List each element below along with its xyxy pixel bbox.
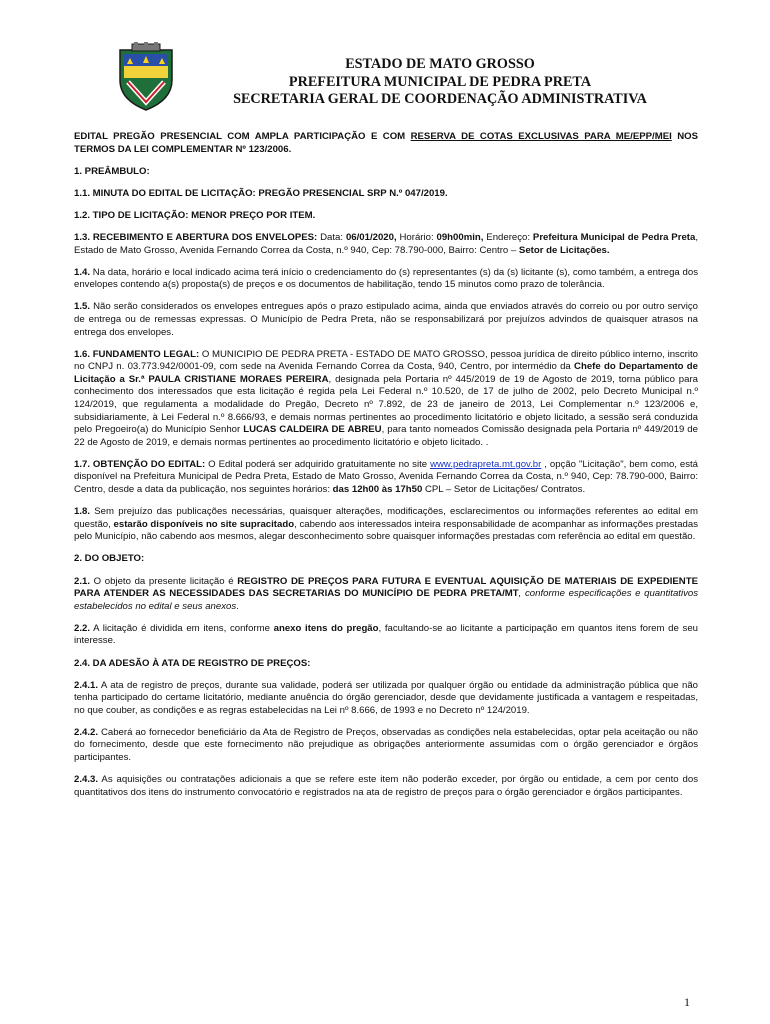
clause-1-2: 1.2. TIPO DE LICITAÇÃO: MENOR PREÇO POR ITEM. xyxy=(74,209,316,221)
clause-2-4-1: 2.4.1. A ata de registro de preços, durante sua validade, poderá ser utilizada por qualquer órgão ou entidade da administração pública que não tenha participado do certame licitatório, mediante anuência do órgão gerenciador, desde que devidamente justificada a vantagem e respeitadas, no que couber, as condições e as regras estabelecidas na Lei nº 8.666, de 1993 e no Decreto nº 124/2019. xyxy=(74,679,698,716)
edital-title: EDITAL PREGÃO PRESENCIAL COM AMPLA PARTICIPAÇÃO E COM RESERVA DE COTAS EXCLUSIVAS PARA ME/EPP/MEI NOS TERMOS DA LEI COMPLEMENTAR Nº 123/2006. xyxy=(74,131,698,155)
clause-1-6: 1.6. FUNDAMENTO LEGAL: O MUNICIPIO DE PEDRA PRETA - ESTADO DE MATO GROSSO, pessoa jurídica de direito público interno, inscrito no CNPJ n. 03.773.942/0001-09, com sede na Avenida Fernando Correa da Costa, 940, Centro, por intermédio da Chefe do Departamento de Licitação a Sr.ª PAULA CRISTIANE MORAES PEREIRA, designada pela Portaria nº 445/2019 de 19 de Agosto de 2019, torna público para conhecimento dos interessados que esta licitação é regida pela Lei Federal n.º 10.520, de 17 de julho de 2002, pelo Decreto Municipal n.º 124/2019, que regulamenta a modalidade do Pregão, Decreto nº 7.892, de 23 de janeiro de 2013, Lei Complementar n.º 123/2006 e, subsidiariamente, à Lei Federal n.º 8.666/93, e demais normas pertinentes ao procedimento licitatório e objeto licitado, a sessão será conduzida pelo Pregoeiro(a) do Município Senhor LUCAS CALDEIRA DE ABREU, para tanto nomeados Comissão designada pela Portaria nº 449/2019 de 22 de Agosto de 2019, e demais normas pertinentes ao procedimento licitatório e objeto licitado. . xyxy=(74,348,698,448)
edital-title-underlined: RESERVA DE COTAS EXCLUSIVAS PARA ME/EPP/MEI xyxy=(410,131,672,142)
document-body xyxy=(74,131,698,809)
clause-1-3: 1.3. RECEBIMENTO E ABERTURA DOS ENVELOPES: Data: 06/01/2020, Horário: 09h00min, Endereço: Prefeitura Municipal de Pedra Preta, Estado de Mato Grosso, Avenida Fernando Correa da Costa, n.º 940, Cep: 78.790-000, Bairro: Centro – Setor de Licitações. xyxy=(74,231,698,256)
clause-2-1: 2.1. O objeto da presente licitação é REGISTRO DE PREÇOS PARA FUTURA E EVENTUAL AQUISIÇÃO DE MATERIAIS DE EXPEDIENTE PARA ATENDER AS NECESSIDADES DAS SECRETARIAS DO MUNICÍPIO DE PEDRA PRETA/MT, conforme especificações e quantitativos estabelecidos no edital e seus anexos. xyxy=(74,575,699,612)
clause-1-4: 1.4. Na data, horário e local indicado acima terá início o credenciamento do (s) representantes (s) da (s) licitante (s), como também, a entrega dos envelopes contendo a(s) proposta(s) de preços e os documentos de habilitação, tendo 15 minutos como prazo de tolerância. xyxy=(74,266,698,291)
clause-2-2: 2.2. A licitação é dividida em itens, conforme anexo itens do pregão, facultando-se ao licitante a participação em quantos itens forem de seu interesse. xyxy=(74,622,698,647)
header-secretariat: SECRETARIA GERAL DE COORDENAÇÃO ADMINISTRATIVA xyxy=(233,91,647,107)
website-link[interactable]: www.pedrapreta.mt.gov.br xyxy=(430,458,542,470)
header-state: ESTADO DE MATO GROSSO xyxy=(345,56,535,72)
header-prefecture: PREFEITURA MUNICIPAL DE PEDRA PRETA xyxy=(288,73,592,90)
municipal-coat-of-arms-logo xyxy=(110,42,182,114)
section-objeto-title: 2. DO OBJETO: xyxy=(74,553,145,565)
clause-1-8: 1.8. Sem prejuízo das publicações necessárias, quaisquer alterações, modificações, esclarecimentos ou informações referentes ao edital em questão, estarão disponíveis no site supracitado, cabendo aos interessados inteira responsabilidade de acompanhar as informações prestadas pelo Município, não cabendo aos mesmos, alegar desconhecimento sobre quaisquer informações prestadas com referência ao edital em questão. xyxy=(74,506,698,543)
section-adesao-title: 2.4. DA ADESÃO À ATA DE REGISTRO DE PREÇOS: xyxy=(74,657,311,669)
clause-1-1: 1.1. MINUTA DO EDITAL DE LICITAÇÃO: PREGÃO PRESENCIAL SRP N.º 047/2019. xyxy=(74,187,448,199)
section-preambulo-title: 1. PREÂMBULO: xyxy=(74,165,150,177)
page-number: 1 xyxy=(684,995,690,1009)
page-header xyxy=(190,56,690,109)
clause-1-7: 1.7. OBTENÇÃO DO EDITAL: O Edital poderá ser adquirido gratuitamente no site www.pedrapreta.mt.gov.br , opção "Licitação", bem como, está disponível na Prefeitura Municipal de Pedra Preta, Estado de Mato Grosso, Avenida Fernando Correa da Costa, n.º 940, Cep: 78.790-000, Bairro: Centro, desde a data da publicação, nos seguintes horários: das 12h00 às 17h50 CPL – Setor de Licitações/ Contratos. xyxy=(74,458,699,496)
clause-1-5: 1.5. Não serão considerados os envelopes entregues após o prazo estipulado acima, ainda que enviados através do correio ou por outro serviço de entrega ou de remessas expressas. O Município de Pedra Preta, não se responsabilizará por prejuízos advindos de quaisquer atrasos na entrega dos envelopes. xyxy=(74,301,698,338)
clause-2-4-3: 2.4.3. As aquisições ou contratações adicionais a que se refere este item não poderão exceder, por órgão ou entidade, a cem por cento dos quantitativos dos itens do instrumento convocatório e registrados na ata de registro de preços para o órgão gerenciador e órgãos participantes. xyxy=(74,774,698,798)
clause-2-4-2: 2.4.2. Caberá ao fornecedor beneficiário da Ata de Registro de Preços, observadas as condições nela estabelecidas, optar pela aceitação ou não do fornecimento, desde que este fornecimento não prejudique as obrigações anteriormente assumidas com o órgão gerenciador e órgãos participantes. xyxy=(74,726,698,764)
